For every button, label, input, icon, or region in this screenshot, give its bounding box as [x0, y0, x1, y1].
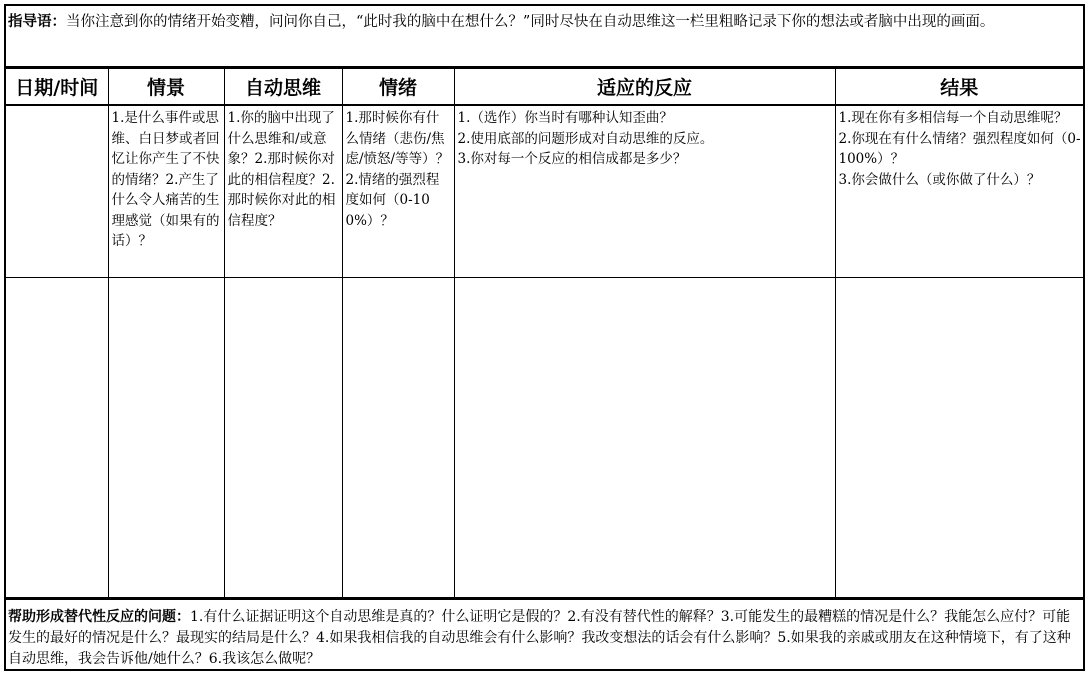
header-emotion: 情绪: [342, 69, 454, 106]
header-date-time: 日期/时间: [6, 69, 108, 106]
thought-record-table: [6, 68, 1083, 598]
cell-emotion-entry[interactable]: [342, 278, 454, 598]
instructions-label: 指导语：: [8, 14, 66, 30]
alternative-response-questions: [6, 598, 1083, 669]
instructions: [6, 6, 1083, 68]
outcome-hint: 1.现在你有多相信每一个自动思维呢？ 2.你现在有什么情绪？强烈程度如何（0-100%）？ 3.你会做什么（或你做了什么）？: [838, 110, 1081, 188]
emotion-hint: 1.那时候你有什么情绪（悲伤/焦虑/愤怒/等等）？2.情绪的强烈程度如何（0-100%）？: [345, 110, 450, 229]
cell-outcome-guidance[interactable]: [835, 105, 1083, 278]
header-adaptive-response: 适应的反应: [454, 69, 835, 106]
header-outcome: 结果: [835, 69, 1083, 106]
cell-date-guidance[interactable]: [6, 105, 108, 278]
adaptive-response-hint: 1.（选作）你当时有哪种认知歪曲？ 2.使用底部的问题形成对自动思维的反应。 3.你对每一个反应的相信成都是多少？: [457, 110, 714, 167]
cell-adaptive-response-guidance[interactable]: [454, 105, 835, 278]
cell-situation-guidance[interactable]: [108, 105, 224, 278]
automatic-thought-hint: 1.你的脑中出现了什么思维和/或意象？2.那时候你对此的相信程度？2.那时候你对此的相信程度？: [227, 110, 336, 229]
header-automatic-thought: 自动思维: [224, 69, 342, 106]
instructions-text: 当你注意到你的情绪开始变糟，问问你自己，“此时我的脑中在想什么？”同时尽快在自动思维这一栏里粗略记录下你的想法或者脑中出现的画面。: [66, 14, 995, 30]
cell-automatic-thought-entry[interactable]: [224, 278, 342, 598]
thought-record-sheet: [4, 4, 1085, 671]
guidance-row: [6, 105, 1083, 278]
header-row: [6, 69, 1083, 106]
cell-date-entry[interactable]: [6, 278, 108, 598]
questions-text: 1.有什么证据证明这个自动思维是真的？什么证明它是假的？2.有没有替代性的解释？3.可能发生的最糟糕的情况是什么？我能怎么应付？可能发生的最好的情况是什么？最现实的结局是什么？4.如果我相信我的自动思维会有什么影响？我改变想法的话会有什么影响？5.如果我的亲戚或朋友在这种情境下，有了这种自动思维，我会告诉他/她什么？6.我该怎么做呢？: [8, 609, 1071, 667]
cell-emotion-guidance[interactable]: [342, 105, 454, 278]
header-situation: 情景: [108, 69, 224, 106]
questions-label: 帮助形成替代性反应的问题：: [8, 609, 190, 625]
cell-automatic-thought-guidance[interactable]: [224, 105, 342, 278]
cell-situation-entry[interactable]: [108, 278, 224, 598]
cell-adaptive-response-entry[interactable]: [454, 278, 835, 598]
cell-outcome-entry[interactable]: [835, 278, 1083, 598]
entry-row: [6, 278, 1083, 598]
situation-hint: 1.是什么事件或思维、白日梦或者回忆让你产生了不快的情绪？2.产生了什么令人痛苦的生理感觉（如果有的话）？: [111, 110, 220, 249]
